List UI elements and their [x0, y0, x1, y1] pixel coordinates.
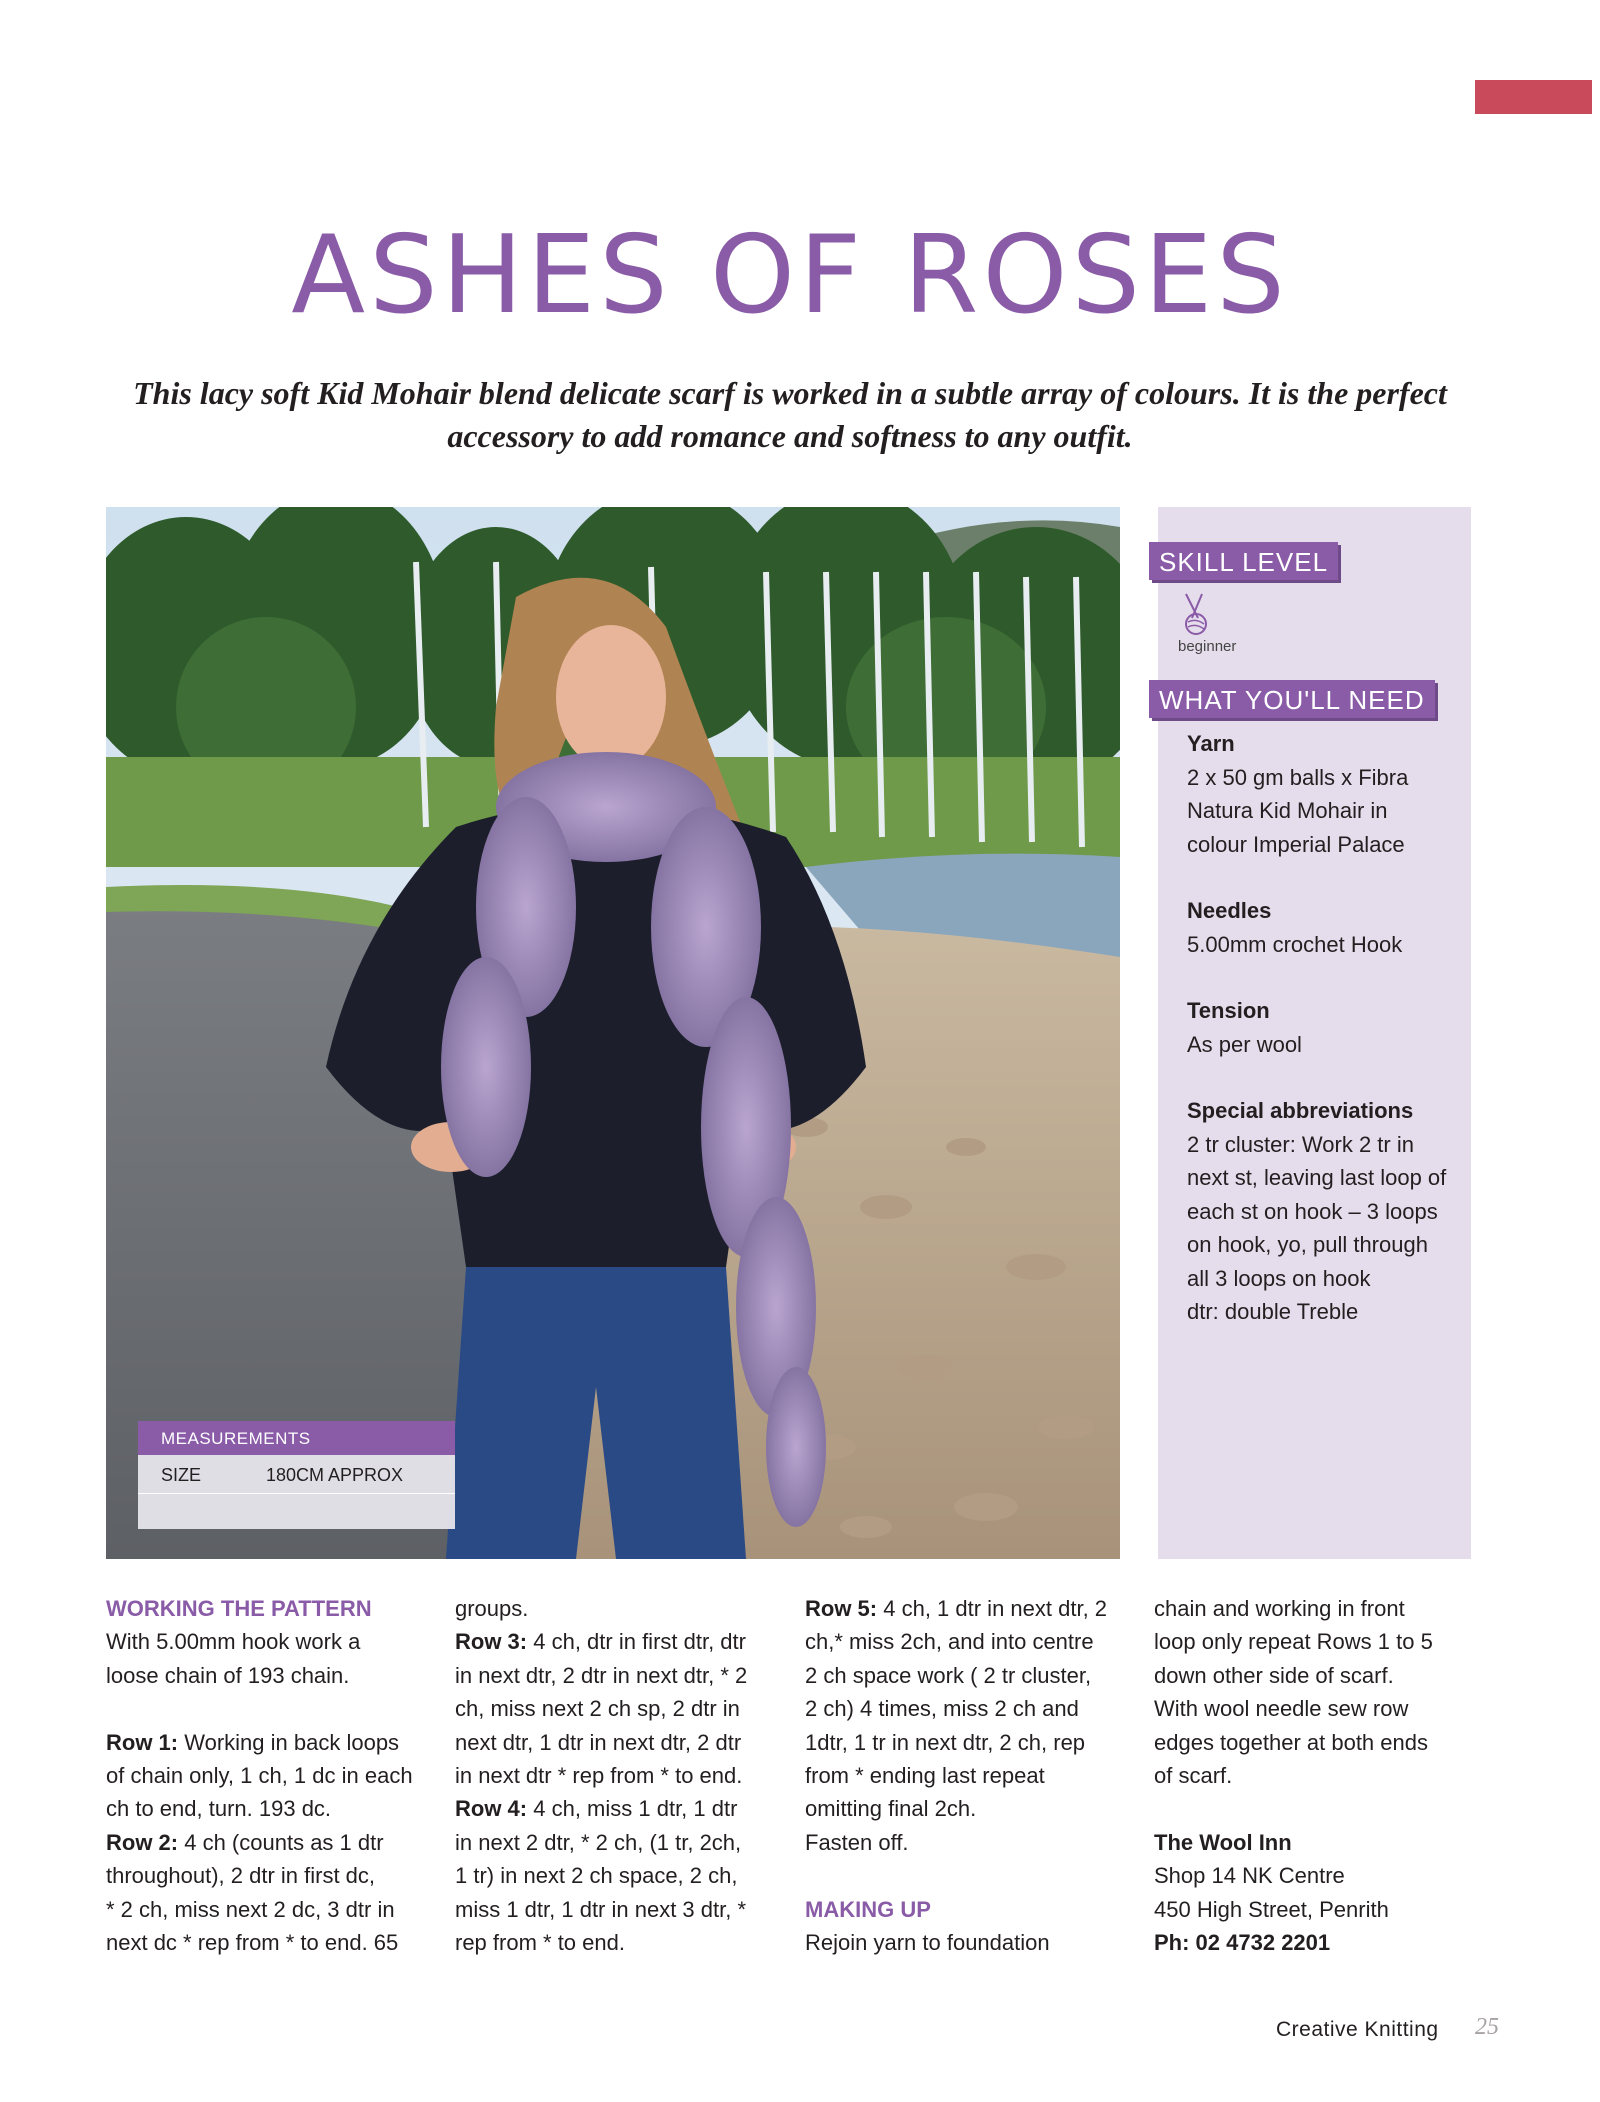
text-line: 1 tr) in next 2 ch space, 2 ch, [455, 1863, 738, 1889]
pattern-column-1 [106, 1592, 428, 1959]
page-number: 25 [1475, 2014, 1499, 2040]
text-line: next dc * rep from * to end. 65 [106, 1930, 399, 1956]
pattern-column-2 [455, 1592, 777, 1959]
working-pattern-heading: WORKING THE PATTERN [106, 1596, 372, 1621]
shop-name: The Wool Inn [1154, 1829, 1292, 1855]
text-line: ch,* miss 2ch, and into centre [805, 1629, 1094, 1655]
measurements-heading: MEASUREMENTS [138, 1421, 455, 1455]
what-you-need-heading: WHAT YOU'LL NEED [1149, 680, 1435, 718]
row-1-line: Row 1: Working in back loops [106, 1729, 400, 1755]
shop-phone: Ph: 02 4732 2201 [1154, 1930, 1331, 1956]
text-line: miss 1 dtr, 1 dtr in next 3 dtr, * [455, 1896, 747, 1922]
materials-list [1187, 727, 1467, 1329]
text-line: of chain only, 1 ch, 1 dc in each [106, 1763, 413, 1789]
yarn-line: colour Imperial Palace [1187, 831, 1405, 857]
text-line: Rejoin yarn to foundation [805, 1930, 1050, 1956]
text-line: groups. [455, 1596, 529, 1621]
text-line: loose chain of 193 chain. [106, 1662, 350, 1688]
yarn-heading: Yarn [1187, 731, 1235, 756]
abbreviations-heading: Special abbreviations [1187, 1098, 1414, 1123]
yarn-line: 2 x 50 gm balls x Fibra [1187, 764, 1409, 790]
abbreviation-line: 2 tr cluster: Work 2 tr in [1187, 1131, 1414, 1157]
pattern-column-4 [1154, 1592, 1476, 1959]
text-line: rep from * to end. [455, 1930, 625, 1956]
text-line: in next dtr, 2 dtr in next dtr, * 2 [455, 1662, 748, 1688]
text-line: chain and working in front [1154, 1596, 1405, 1621]
tension-line: As per wool [1187, 1031, 1302, 1057]
row-4-line: Row 4: 4 ch, miss 1 dtr, 1 dtr [455, 1796, 738, 1822]
text-line: With wool needle sew row [1154, 1696, 1409, 1722]
model-photo [106, 507, 1120, 1559]
text-line: 2 ch) 4 times, miss 2 ch and [805, 1696, 1079, 1722]
measurements-box [138, 1421, 455, 1529]
tension-heading: Tension [1187, 998, 1270, 1023]
text-line: ch, miss next 2 ch sp, 2 dtr in [455, 1696, 740, 1722]
row-3-line: Row 3: 4 ch, dtr in first dtr, dtr [455, 1629, 746, 1655]
text-line: edges together at both ends [1154, 1729, 1428, 1755]
magazine-name: Creative Knitting [1276, 2018, 1439, 2041]
text-line: of scarf. [1154, 1763, 1233, 1789]
text-line: in next 2 dtr, * 2 ch, (1 tr, 2ch, [455, 1829, 742, 1855]
needles-line: 5.00mm crochet Hook [1187, 931, 1403, 957]
row-5-label: Row 5: [805, 1596, 878, 1621]
skill-level-caption: beginner [1178, 638, 1237, 655]
text-line: 1dtr, 1 tr in next dtr, 2 ch, rep [805, 1729, 1086, 1755]
page-corner-tab [1475, 80, 1592, 114]
pattern-column-3 [805, 1592, 1127, 1959]
text-line: next dtr, 1 dtr in next dtr, 2 dtr [455, 1729, 742, 1755]
text-line: in next dtr * rep from * to end. [455, 1763, 743, 1789]
abbreviation-line: dtr: double Treble [1187, 1299, 1359, 1324]
text-line: ch to end, turn. 193 dc. [106, 1796, 332, 1822]
measurement-label: SIZE [161, 1465, 202, 1485]
article-title: ASHES OF ROSES [291, 213, 1289, 338]
article-intro: This lacy soft Kid Mohair blend delicate scarf is worked in a subtle array of colours. It is the perfect accessory to add romance and softness to any outfit. [133, 375, 1447, 454]
text-line: Fasten off. [805, 1829, 909, 1855]
yarn-ball-icon [1178, 592, 1214, 641]
row-4-label: Row 4: [455, 1796, 528, 1822]
shop-address-line: 450 High Street, Penrith [1154, 1896, 1389, 1922]
abbreviation-line: all 3 loops on hook [1187, 1265, 1371, 1291]
row-3-label: Row 3: [455, 1629, 528, 1655]
measurement-row [138, 1455, 455, 1494]
text-line: down other side of scarf. [1154, 1662, 1394, 1688]
measurement-value: 180CM APPROX [266, 1465, 404, 1485]
text-line: With 5.00mm hook work a [106, 1629, 361, 1655]
abbreviation-line: on hook, yo, pull through [1187, 1232, 1428, 1257]
skill-level-heading: SKILL LEVEL [1149, 542, 1338, 580]
row-2-line: Row 2: 4 ch (counts as 1 dtr [106, 1829, 384, 1855]
text-line: * 2 ch, miss next 2 dc, 3 dtr in [106, 1896, 395, 1922]
making-up-heading: MAKING UP [805, 1896, 931, 1922]
text-line: from * ending last repeat [805, 1763, 1045, 1789]
text-line: loop only repeat Rows 1 to 5 [1154, 1629, 1433, 1655]
abbreviation-line: each st on hook – 3 loops [1187, 1198, 1438, 1224]
text-line: 2 ch space work ( 2 tr cluster, [805, 1662, 1092, 1688]
text-line: omitting final 2ch. [805, 1796, 977, 1822]
needles-heading: Needles [1187, 898, 1272, 923]
row-5-line: Row 5: 4 ch, 1 dtr in next dtr, 2 [805, 1596, 1108, 1621]
abbreviation-line: next st, leaving last loop of [1187, 1165, 1447, 1190]
yarn-line: Natura Kid Mohair in [1187, 798, 1388, 823]
row-1-label: Row 1: [106, 1729, 179, 1755]
shop-address-line: Shop 14 NK Centre [1154, 1863, 1345, 1889]
text-line: throughout), 2 dtr in first dc, [106, 1863, 376, 1889]
row-2-label: Row 2: [106, 1829, 179, 1855]
